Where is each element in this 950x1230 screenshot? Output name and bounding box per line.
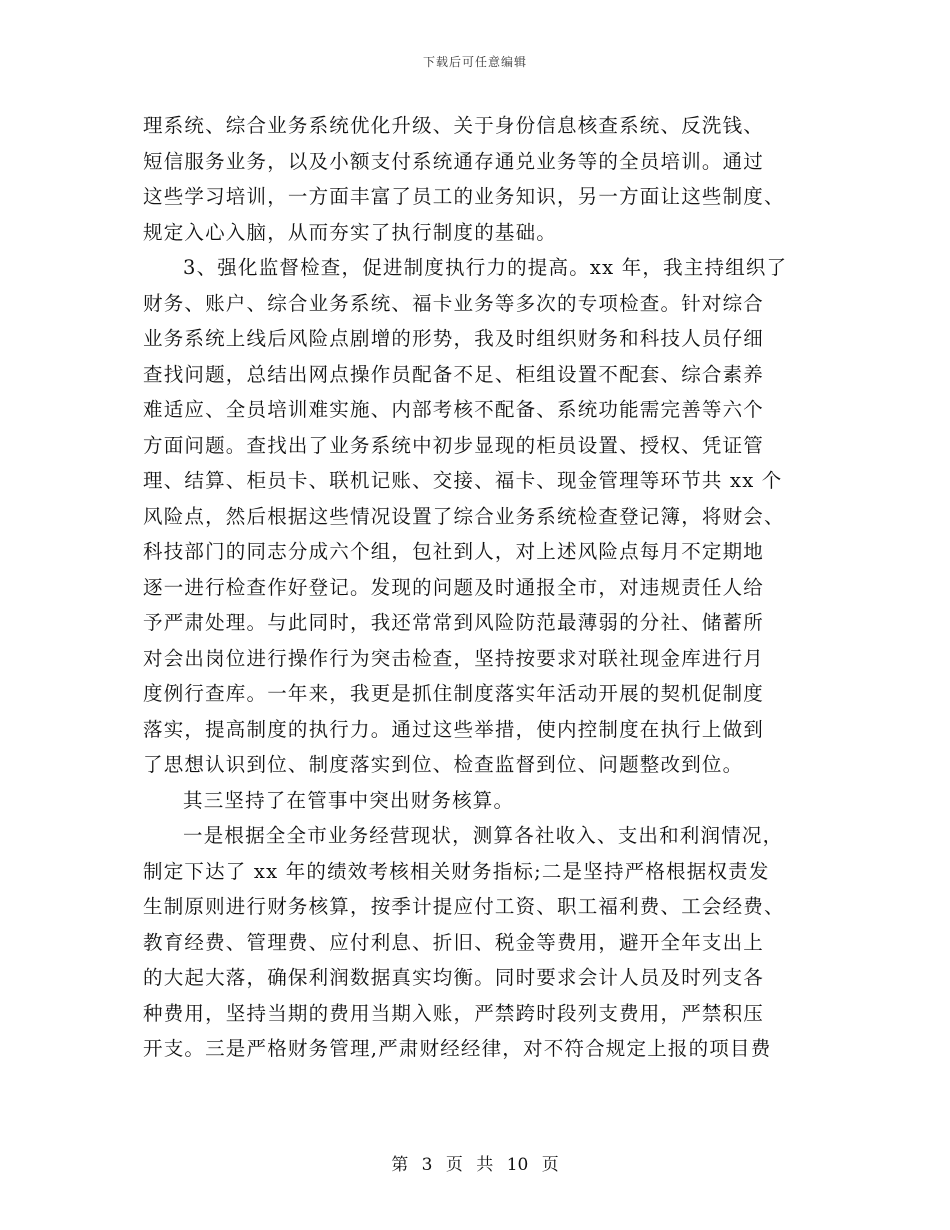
text-line: 种费用，坚持当期的费用当期入账，严禁跨时段列支费用，严禁积压 [143,1001,765,1025]
text-line: 科技部门的同志分成六个组，包社到人，对上述风险点每月不定期地 [143,540,765,563]
text-line: 度例行查库。一年来，我更是抓住制度落实年活动开展的契机促制度 [143,682,765,705]
text-line: 对会出岗位进行操作行为突击检查，坚持按要求对联社现金库进行月 [143,646,765,670]
text-line: 风险点，然后根据这些情况设置了综合业务系统检查登记簿，将财会、 [143,504,785,528]
text-line: 的大起大落，确保利润数据真实均衡。同时要求会计人员及时列支各 [143,966,765,989]
text-line: 3、强化监督检查，促进制度执行力的提高。xx 年，我主持组织了 [183,256,788,279]
document-body [143,108,813,1067]
text-line: 难适应、全员培训难实施、内部考核不配备、系统功能需完善等六个 [143,398,765,421]
text-line: 方面问题。查找出了业务系统中初步显现的柜员设置、授权、凭证管 [143,433,765,457]
text-line: 短信服务业务，以及小额支付系统通存通兑业务等的全员培训。通过 [143,149,765,173]
text-line: 教育经费、管理费、应付利息、折旧、税金等费用，避开全年支出上 [143,930,765,954]
text-line: 了思想认识到位、制度落实到位、检查监督到位、问题整改到位。 [143,753,744,776]
text-line: 规定入心入脑，从而夯实了执行制度的基础。 [143,220,558,244]
page-number-footer: 第 3 页 共 10 页 [391,1155,559,1175]
page-header: 下载后可任意编辑 [422,55,527,69]
text-line: 财务、账户、综合业务系统、福卡业务等多次的专项检查。针对综合 [143,291,765,315]
text-line: 予严肃处理。与此同时，我还常常到风险防范最薄弱的分社、储蓄所 [143,611,765,634]
text-line: 开支。三是严格财务管理,严肃财经经律，对不符合规定上报的项目费 [143,1037,772,1060]
text-line: 理、结算、柜员卡、联机记账、交接、福卡、现金管理等环节共 xx 个 [143,469,783,492]
text-line: 业务系统上线后风险点剧增的形势，我及时组织财务和科技人员仔细 [143,327,765,350]
text-line: 落实，提高制度的执行力。通过这些举措，使内控制度在执行上做到 [143,717,765,741]
text-line: 其三坚持了在管事中突出财务核算。 [183,788,515,812]
text-line: 一是根据全全市业务经营现状，测算各社收入、支出和利润情况， [183,824,784,847]
text-line: 逐一进行检查作好登记。发现的问题及时通报全市，对违规责任人给 [143,575,765,599]
text-line: 查找问题，总结出网点操作员配备不足、柜组设置不配套、综合素养 [143,362,765,386]
text-line: 生制原则进行财务核算，按季计提应付工资、职工福利费、工会经费、 [143,895,785,918]
text-line: 这些学习培训，一方面丰富了员工的业务知识，另一方面让这些制度、 [143,185,785,208]
text-line: 理系统、综合业务系统优化升级、关于身份信息核查系统、反洗钱、 [143,114,765,137]
text-line: 制定下达了 xx 年的绩效考核相关财务指标;二是坚持严格根据权责发 [143,859,770,883]
